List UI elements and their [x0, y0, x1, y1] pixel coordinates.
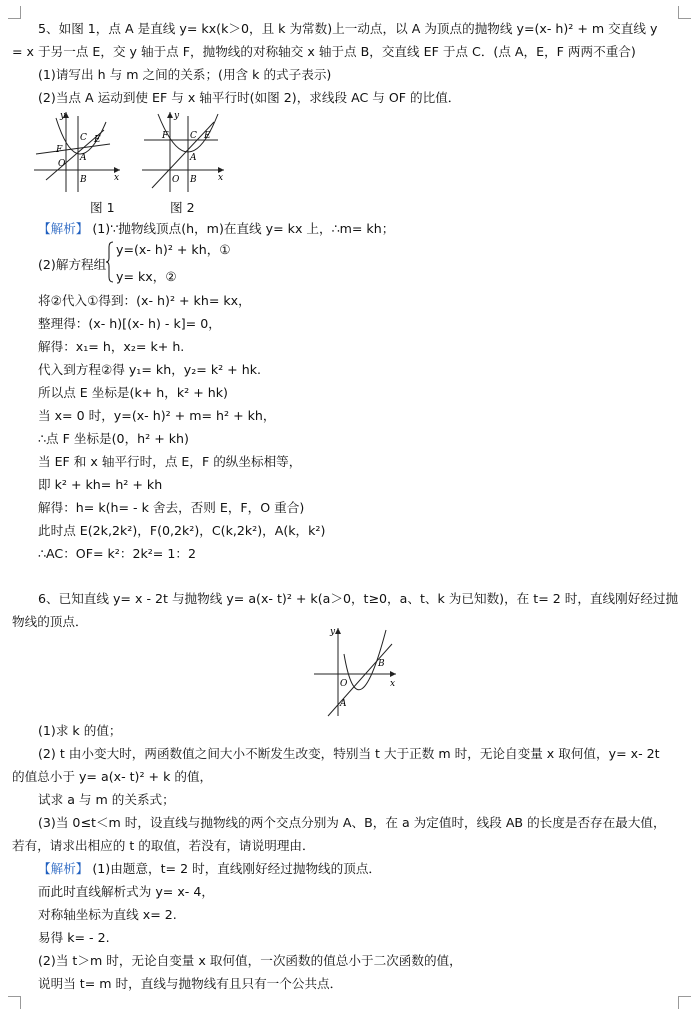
problem5-analysis-step: ∴点 F 坐标是(0，h² + kh) — [38, 431, 189, 446]
problem6-line2: 物线的顶点． — [12, 614, 88, 629]
problem5-analysis-step: 解得：h= k(h= - k 舍去，否则 E，F，O 重合) — [38, 500, 305, 515]
problem6-analysis-step: 说明当 t= m 时，直线与抛物线有且只有一个公共点． — [38, 976, 343, 991]
system-equation-1: y=(x- h)² + kh，① — [116, 242, 231, 257]
problem6-analysis-step: 而此时直线解析式为 y= x- 4， — [38, 884, 214, 899]
page-corner-mark — [678, 6, 691, 19]
page-corner-mark — [8, 6, 21, 19]
problem5-analysis-system-label: (2)解方程组 — [38, 257, 107, 272]
problem5-analysis-result: ∴AC：OF= k²：2k²= 1：2 — [38, 546, 196, 561]
problem5-analysis-step: 当 EF 和 x 轴平行时，点 E，F 的纵坐标相等， — [38, 454, 302, 469]
fig2-label-x: x — [218, 173, 224, 183]
fig2-label-C: C — [190, 131, 197, 141]
fig2-label-E: E — [204, 131, 211, 141]
problem6-question1: (1)求 k 的值； — [38, 723, 122, 738]
figure-1 — [34, 108, 124, 194]
figure-1-caption: 图 1 — [90, 200, 115, 215]
problem5-analysis-step: 所以点 E 坐标是(k+ h，k² + hk) — [38, 385, 228, 400]
problem6-analysis-step: 易得 k= - 2. — [38, 930, 110, 945]
problem5-line2: = x 于另一点 E，交 y 轴于点 F，抛物线的对称轴交 x 轴于点 B，交直线 EF 于点 C．(点 A，E，F 两两不重合) — [12, 44, 636, 59]
problem6-question2: (2) t 由小变大时，两函数值之间大小不断发生改变，特别当 t 大于正数 m 时，无论自变量 x 取何值，y= x- 2t — [38, 746, 660, 761]
problem6-analysis-step: (2)当 t＞m 时，无论自变量 x 取何值，一次函数的值总小于二次函数的值， — [38, 953, 462, 968]
fig3-label-A: A — [340, 699, 347, 709]
figure-2-caption: 图 2 — [170, 200, 195, 215]
problem5-analysis-step: 代入到方程②得 y₁= kh，y₂= k² + hk. — [38, 362, 262, 377]
problem6-question2: 试求 a 与 m 的关系式； — [38, 792, 175, 807]
problem5-analysis-1: 【解析】 (1)∵抛物线顶点(h，m)在直线 y= kx 上，∴m= kh； — [38, 221, 395, 236]
fig3-label-x: x — [390, 679, 396, 689]
problem6-line1: 6、已知直线 y= x - 2t 与抛物线 y= a(x- t)² + k(a＞0，t≥0，a、t、k 为已知数)，在 t= 2 时，直线刚好经过抛 — [38, 591, 679, 606]
fig2-label-O: O — [172, 175, 180, 185]
problem5-analysis-step: 整理得：(x- h)[(x- h) - k]= 0， — [38, 316, 221, 331]
analysis-tag: 【解析】 — [38, 221, 89, 236]
problem5-line1: 5、如图 1，点 A 是直线 y= kx(k＞0，且 k 为常数)上一动点，以 A 为顶点的抛物线 y=(x- h)² + m 交直线 y — [38, 21, 658, 36]
system-equation-2: y= kx，② — [116, 269, 177, 284]
problem6-analysis-1: 【解析】 (1)由题意，t= 2 时，直线刚好经过抛物线的顶点． — [38, 861, 382, 876]
fig2-label-A: A — [190, 153, 197, 163]
fig1-label-B: B — [80, 175, 87, 185]
problem6-analysis-step: 对称轴坐标为直线 x= 2. — [38, 907, 177, 922]
problem6-question3: 若有，请求出相应的 t 的取值，若没有，请说明理由． — [12, 838, 315, 853]
fig1-label-A: A — [80, 153, 87, 163]
figure-3 — [314, 624, 400, 718]
fig1-label-E: E — [94, 135, 101, 145]
fig2-label-B: B — [190, 175, 197, 185]
page-corner-mark — [678, 996, 691, 1009]
system-brace — [106, 241, 114, 283]
page-corner-mark — [8, 996, 21, 1009]
fig3-label-B: B — [378, 659, 385, 669]
problem5-analysis-step: 此时点 E(2k,2k²)，F(0,2k²)，C(k,2k²)，A(k，k²) — [38, 523, 326, 538]
problem5-analysis-step: 将②代入①得到：(x- h)² + kh= kx， — [38, 293, 251, 308]
fig1-label-O: O — [58, 159, 66, 169]
figure-2 — [142, 108, 228, 194]
fig2-label-F: F — [162, 131, 169, 141]
fig3-label-O: O — [340, 679, 348, 689]
fig1-label-y: y — [60, 111, 66, 121]
fig3-label-y: y — [330, 627, 336, 637]
problem5-question2: (2)当点 A 运动到使 EF 与 x 轴平行时(如图 2)，求线段 AC 与 OF 的比值． — [38, 90, 461, 105]
problem6-question3: (3)当 0≤t＜m 时，设直线与抛物线的两个交点分别为 A、B，在 a 为定值时，线段 AB 的长度是否存在最大值， — [38, 815, 666, 830]
analysis-tag: 【解析】 — [38, 861, 89, 876]
fig2-label-y: y — [174, 111, 180, 121]
problem6-question2: 的值总小于 y= a(x- t)² + k 的值， — [12, 769, 213, 784]
fig1-label-F: F — [56, 145, 63, 155]
problem5-question1: (1)请写出 h 与 m 之间的关系；(用含 k 的式子表示) — [38, 67, 332, 82]
problem5-analysis-step: 当 x= 0 时，y=(x- h)² + m= h² + kh， — [38, 408, 276, 423]
problem5-analysis-step: 解得：x₁= h，x₂= k+ h. — [38, 339, 185, 354]
fig1-label-C: C — [80, 133, 87, 143]
fig1-label-x: x — [114, 173, 120, 183]
problem5-analysis-step: 即 k² + kh= h² + kh — [38, 477, 163, 492]
